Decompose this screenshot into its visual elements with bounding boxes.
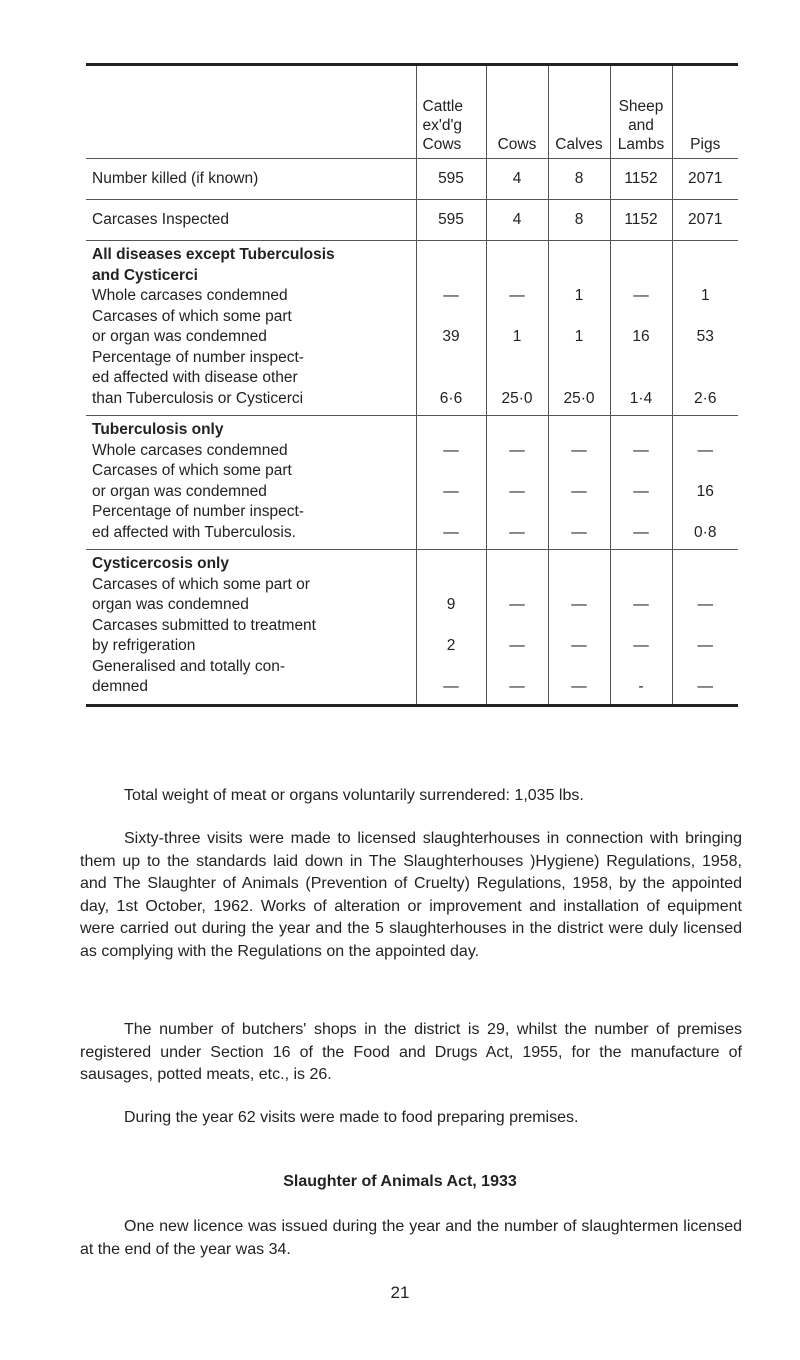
section-heading: Slaughter of Animals Act, 1933: [283, 1173, 517, 1190]
header-cattle: Cattle ex'd'g Cows: [416, 65, 486, 159]
cell-group: 1 53 2·6: [672, 241, 738, 416]
header-empty: [86, 65, 416, 159]
group-label: Tuberculosis only Whole carcases condemned Carcases of which some part or organ was condemned Percentage of number inspect- ed affected with Tuberculosis.: [86, 416, 416, 550]
cell-group: — 16 1·4: [610, 241, 672, 416]
page-number: 21: [390, 1283, 410, 1302]
cell: 8: [548, 159, 610, 200]
cell-group: — 39 6·6: [416, 241, 486, 416]
cell: 595: [416, 159, 486, 200]
cell: 1152: [610, 159, 672, 200]
cell-group: 1 1 25·0: [548, 241, 610, 416]
group-label: Cysticercosis only Carcases of which some part or organ was condemned Carcases submitted to treatment by refrigeration Generalised and totally con- demned: [86, 550, 416, 706]
cell: 2071: [672, 159, 738, 200]
cell: 8: [548, 200, 610, 241]
cell-group: — — —: [548, 550, 610, 706]
header-sheep: Sheep and Lambs: [610, 65, 672, 159]
paragraph-slaughterhouse-visits: Sixty-three visits were made to licensed slaughterhouses in connection with bringing them up to the standards laid down in The Slaughterhouses )Hygiene) Regulations, 1958, and The Slaughter of Animals (Prevention of Cruelty) Regulations, 1958, by the appointed day, 1st October, 1962. Works of alteration or improvement and installation of equipment were carried out during the year and the 5 slaughterhouses in the district were duly licensed as complying with the Regulations on the appointed day.: [80, 830, 742, 960]
paragraph-slaughtermen: One new licence was issued during the year and the number of slaughtermen licensed at the end of the year was 34.: [80, 1218, 742, 1258]
paragraph-butchers-shops: The number of butchers' shops in the district is 29, whilst the number of premises registered under Section 16 of the Food and Drugs Act, 1955, for the manufacture of sausages, potted meats, etc., is 26.: [80, 1021, 742, 1083]
header-cows: Cows: [486, 65, 548, 159]
paragraph-food-premises: During the year 62 visits were made to food preparing premises.: [124, 1109, 579, 1126]
cell-group: — — —: [486, 416, 548, 550]
cell-group: — — —: [548, 416, 610, 550]
meat-inspection-table: [86, 63, 738, 707]
cell: 595: [416, 200, 486, 241]
table-group-all-diseases: [86, 241, 738, 416]
cell-group: — 16 0·8: [672, 416, 738, 550]
cell-group: — — —: [416, 416, 486, 550]
cell-group: 9 2 —: [416, 550, 486, 706]
cell: 4: [486, 200, 548, 241]
cell-group: — — —: [486, 550, 548, 706]
table-row-number-killed: [86, 159, 738, 200]
table-row-carcases-inspected: [86, 200, 738, 241]
header-calves: Calves: [548, 65, 610, 159]
cell-group: — 1 25·0: [486, 241, 548, 416]
cell-group: — — -: [610, 550, 672, 706]
cell-group: — — —: [672, 550, 738, 706]
table-group-tuberculosis: [86, 416, 738, 550]
cell: 1152: [610, 200, 672, 241]
cell-group: — — —: [610, 416, 672, 550]
table-group-cysticercosis: [86, 550, 738, 706]
group-label: All diseases except Tuberculosis and Cysticerci Whole carcases condemned Carcases of which some part or organ was condemned Percentage of number inspect- ed affected with disease other than Tuberculosis or Cysticerci: [86, 241, 416, 416]
cell: 2071: [672, 200, 738, 241]
cell: 4: [486, 159, 548, 200]
header-pigs: Pigs: [672, 65, 738, 159]
row-label: Carcases Inspected: [86, 200, 416, 241]
paragraph-total-weight: Total weight of meat or organs voluntarily surrendered: 1,035 lbs.: [124, 787, 584, 804]
row-label: Number killed (if known): [86, 159, 416, 200]
